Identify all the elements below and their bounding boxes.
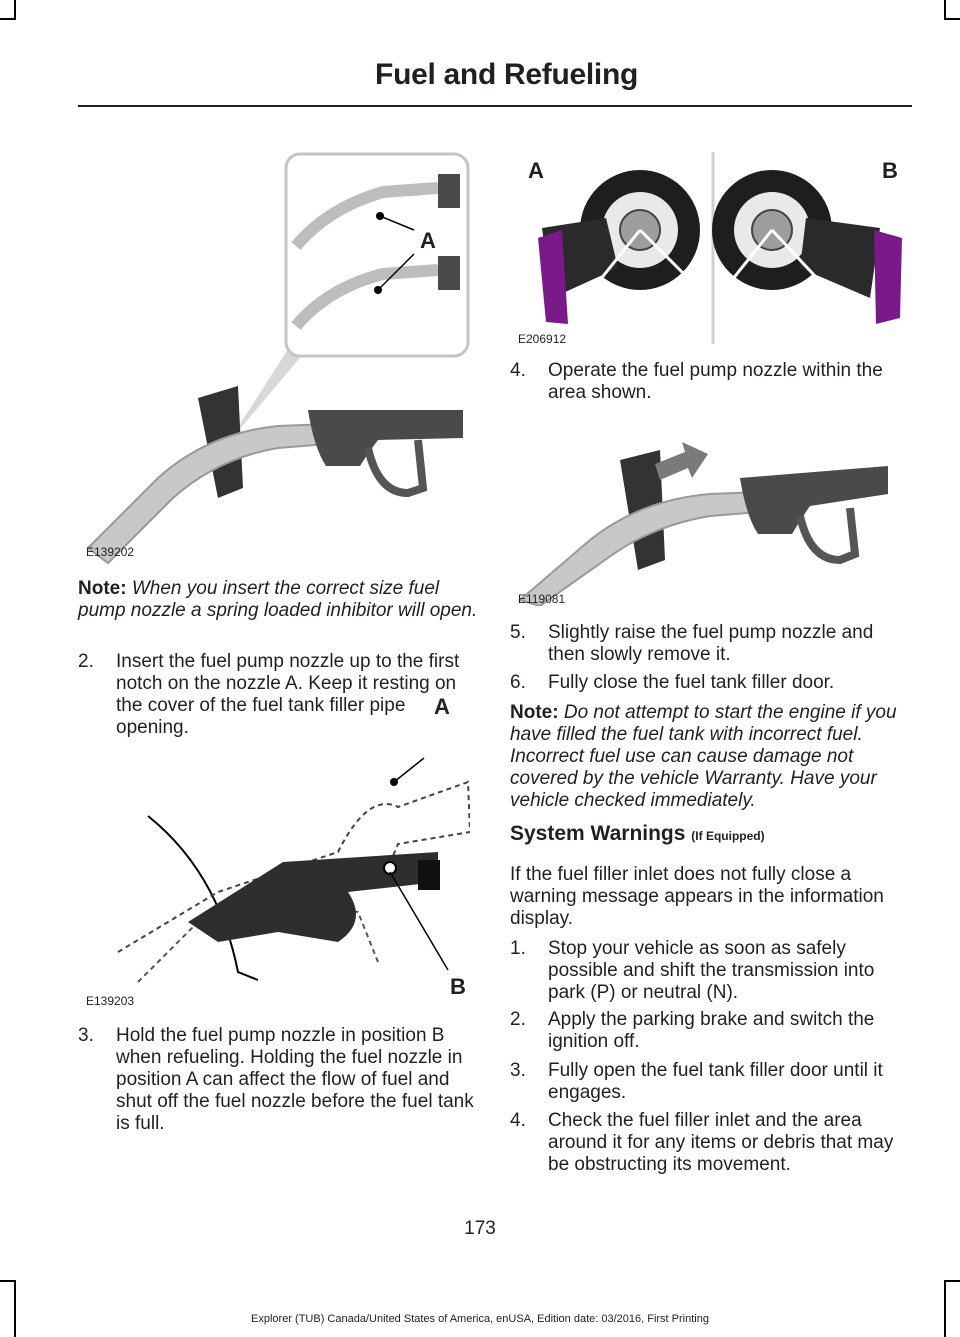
header-rule (78, 105, 912, 107)
note-incorrect-fuel (510, 702, 910, 812)
footer-edition: Explorer (TUB) Canada/United States of America, enUSA, Edition date: 03/2016, First Printing (251, 1313, 709, 1325)
crop-mark (944, 1280, 960, 1282)
list-item-text: Stop your vehicle as soon as safely possible and shift the transmission into park (P) or neutral (N). (548, 938, 875, 1003)
figure-nozzle-operate (510, 420, 910, 606)
list-item-number: 4. (510, 1110, 526, 1131)
figure-code: E206912 (518, 332, 567, 346)
note-label: Note: (78, 578, 127, 599)
step-6 (510, 672, 910, 694)
step-4 (510, 360, 910, 404)
figure-nozzle-notch (78, 148, 470, 566)
nozzle-notch-illustration (78, 148, 470, 566)
note-text: Do not attempt to start the engine if you have filled the fuel tank with incorrect fuel. Incorrect fuel use can cause damage not covered by the vehicle Warranty. Have your vehicle checked immediately. (510, 702, 897, 811)
section-qualifier: (If Equipped) (691, 829, 765, 843)
figure-code: E119081 (518, 592, 566, 606)
note-label: Note: (510, 702, 559, 723)
nozzle-operate-illustration (510, 420, 910, 606)
section-title: System Warnings (510, 822, 686, 845)
list-item-text: Fully open the fuel tank filler door until it engages. (548, 1060, 883, 1103)
crop-mark (0, 1280, 16, 1282)
page-number: 173 (464, 1218, 496, 1239)
list-item (510, 1110, 910, 1176)
section-intro: If the fuel filler inlet does not fully close a warning message appears in the information display. (510, 864, 884, 929)
callout-a: A (434, 694, 450, 719)
list-item-text: Check the fuel filler inlet and the area around it for any items or debris that may be obstructing its movement. (548, 1110, 894, 1175)
list-item-number: 1. (510, 938, 526, 959)
step-5 (510, 622, 910, 666)
page-title: Fuel and Refueling (375, 58, 638, 91)
crop-mark (0, 18, 16, 20)
list-item (510, 1060, 910, 1104)
callout-b: B (450, 974, 466, 999)
note-text: When you insert the correct size fuel pump nozzle a spring loaded inhibitor will open. (78, 578, 478, 621)
figure-code: E139203 (86, 994, 135, 1008)
list-item-number: 3. (510, 1060, 526, 1081)
filler-door-illustration (510, 148, 910, 346)
callout-a: A (420, 228, 436, 253)
list-item (510, 938, 910, 1004)
step-text: Hold the fuel pump nozzle in position B when refueling. Holding the fuel nozzle in position A can affect the flow of fuel and shut off the fuel nozzle before the fuel tank is full. (116, 1025, 474, 1134)
crop-mark (14, 0, 16, 20)
step-3 (78, 1025, 478, 1135)
crop-mark (944, 1280, 946, 1337)
list-item (510, 1009, 910, 1053)
note-inhibitor (78, 578, 478, 622)
step-text: Operate the fuel pump nozzle within the area shown. (548, 360, 883, 403)
step-number: 2. (78, 651, 94, 672)
step-text: Fully close the fuel tank filler door. (548, 672, 835, 693)
step-text: Insert the fuel pump nozzle up to the first notch on the nozzle A. Keep it resting on the cover of the fuel tank filler pipe opening. (116, 651, 460, 738)
step-number: 4. (510, 360, 526, 381)
section-heading (510, 822, 765, 846)
crop-mark (944, 18, 960, 20)
step-number: 5. (510, 622, 526, 643)
list-item-number: 2. (510, 1009, 526, 1030)
callout-b: B (882, 158, 898, 183)
crop-mark (944, 0, 946, 20)
step-2 (78, 651, 478, 739)
figure-filler-door-rotation (510, 148, 910, 346)
figure-code: E139202 (86, 545, 135, 559)
crop-mark (14, 1280, 16, 1337)
list-item-text: Apply the parking brake and switch the ignition off. (548, 1009, 875, 1052)
step-number: 6. (510, 672, 526, 693)
callout-a: A (528, 158, 544, 183)
step-number: 3. (78, 1025, 94, 1046)
nozzle-positions-illustration (78, 752, 470, 1006)
step-text: Slightly raise the fuel pump nozzle and then slowly remove it. (548, 622, 874, 665)
